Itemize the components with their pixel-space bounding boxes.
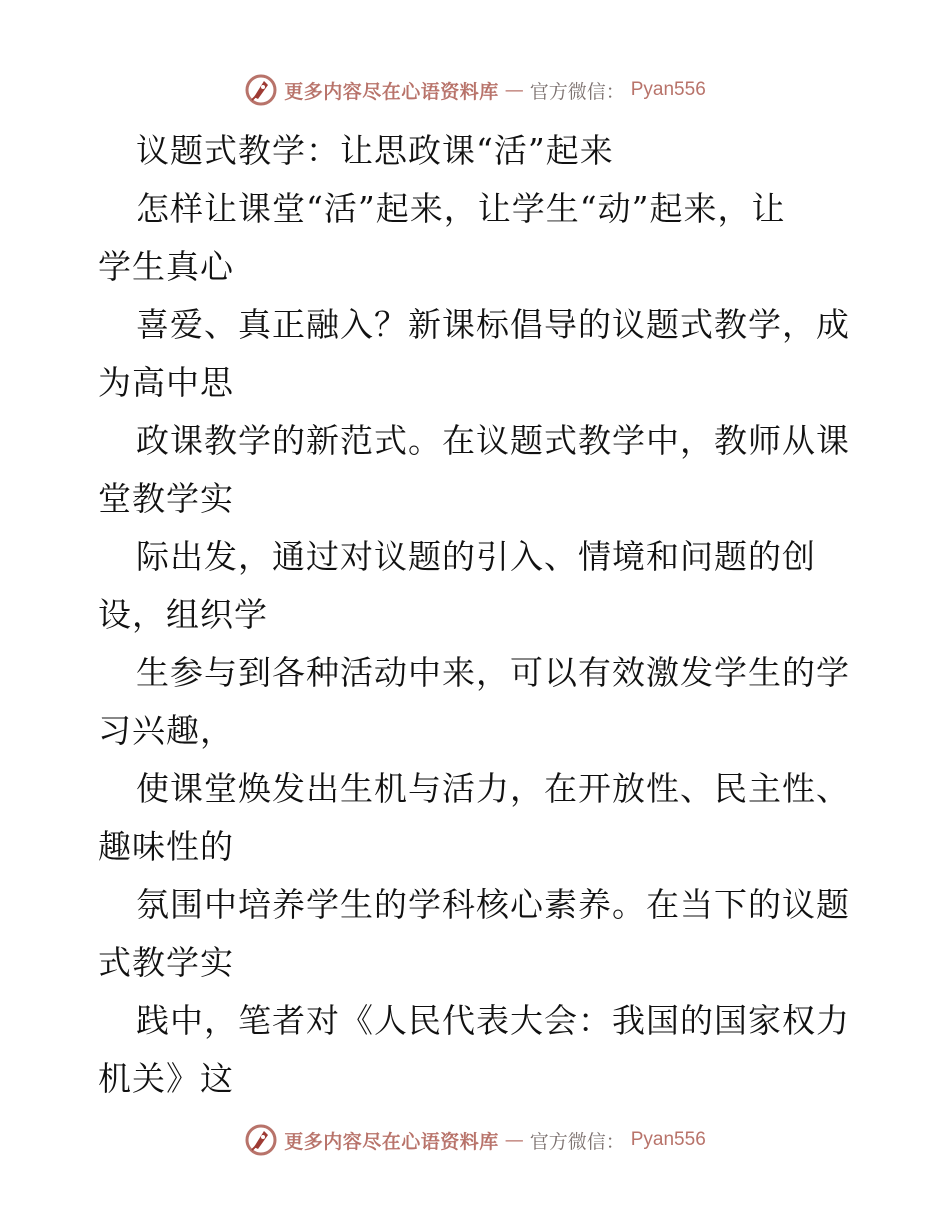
paragraph-line: 机关》这	[98, 1059, 234, 1098]
watermark-main-text: 更多内容尽在心语资料库	[284, 1130, 499, 1153]
pen-nib-logo-icon	[244, 73, 278, 107]
paragraph-line: 政课教学的新范式。在议题式教学中，教师从课	[136, 421, 850, 460]
watermark-official-label: 官方微信：	[529, 1130, 625, 1153]
paragraph-line: 式教学实	[98, 943, 234, 982]
document-title: 议题式教学：让思政课“活”起来	[136, 131, 614, 170]
document-body	[98, 122, 858, 1108]
watermark-wechat-id: Pyan556	[630, 79, 706, 100]
paragraph-line: 生参与到各种活动中来，可以有效激发学生的学	[136, 653, 850, 692]
watermark-official-label: 官方微信：	[529, 80, 625, 103]
footer-watermark	[0, 1122, 950, 1158]
watermark-main-text: 更多内容尽在心语资料库	[284, 80, 499, 103]
watermark-wechat-id: Pyan556	[630, 1129, 706, 1150]
paragraph-line: 际出发，通过对议题的引入、情境和问题的创	[136, 537, 816, 576]
watermark-separator: —	[504, 79, 524, 101]
paragraph-line: 喜爱、真正融入？新课标倡导的议题式教学，成	[136, 305, 850, 344]
paragraph-line: 为高中思	[98, 363, 234, 402]
paragraph-line: 践中，笔者对《人民代表大会：我国的国家权力	[136, 1001, 850, 1040]
paragraph-line: 堂教学实	[98, 479, 234, 518]
paragraph-line: 习兴趣，	[98, 711, 234, 750]
paragraph-line: 怎样让课堂“活”起来，让学生“动”起来，让	[136, 189, 786, 228]
header-watermark	[0, 72, 950, 108]
paragraph-line: 趣味性的	[98, 827, 234, 866]
paragraph-line: 氛围中培养学生的学科核心素养。在当下的议题	[136, 885, 850, 924]
pen-nib-logo-icon	[244, 1123, 278, 1157]
watermark-separator: —	[504, 1129, 524, 1151]
paragraph-line: 学生真心	[98, 247, 234, 286]
paragraph-line: 使课堂焕发出生机与活力，在开放性、民主性、	[136, 769, 850, 808]
paragraph-line: 设，组织学	[98, 595, 268, 634]
